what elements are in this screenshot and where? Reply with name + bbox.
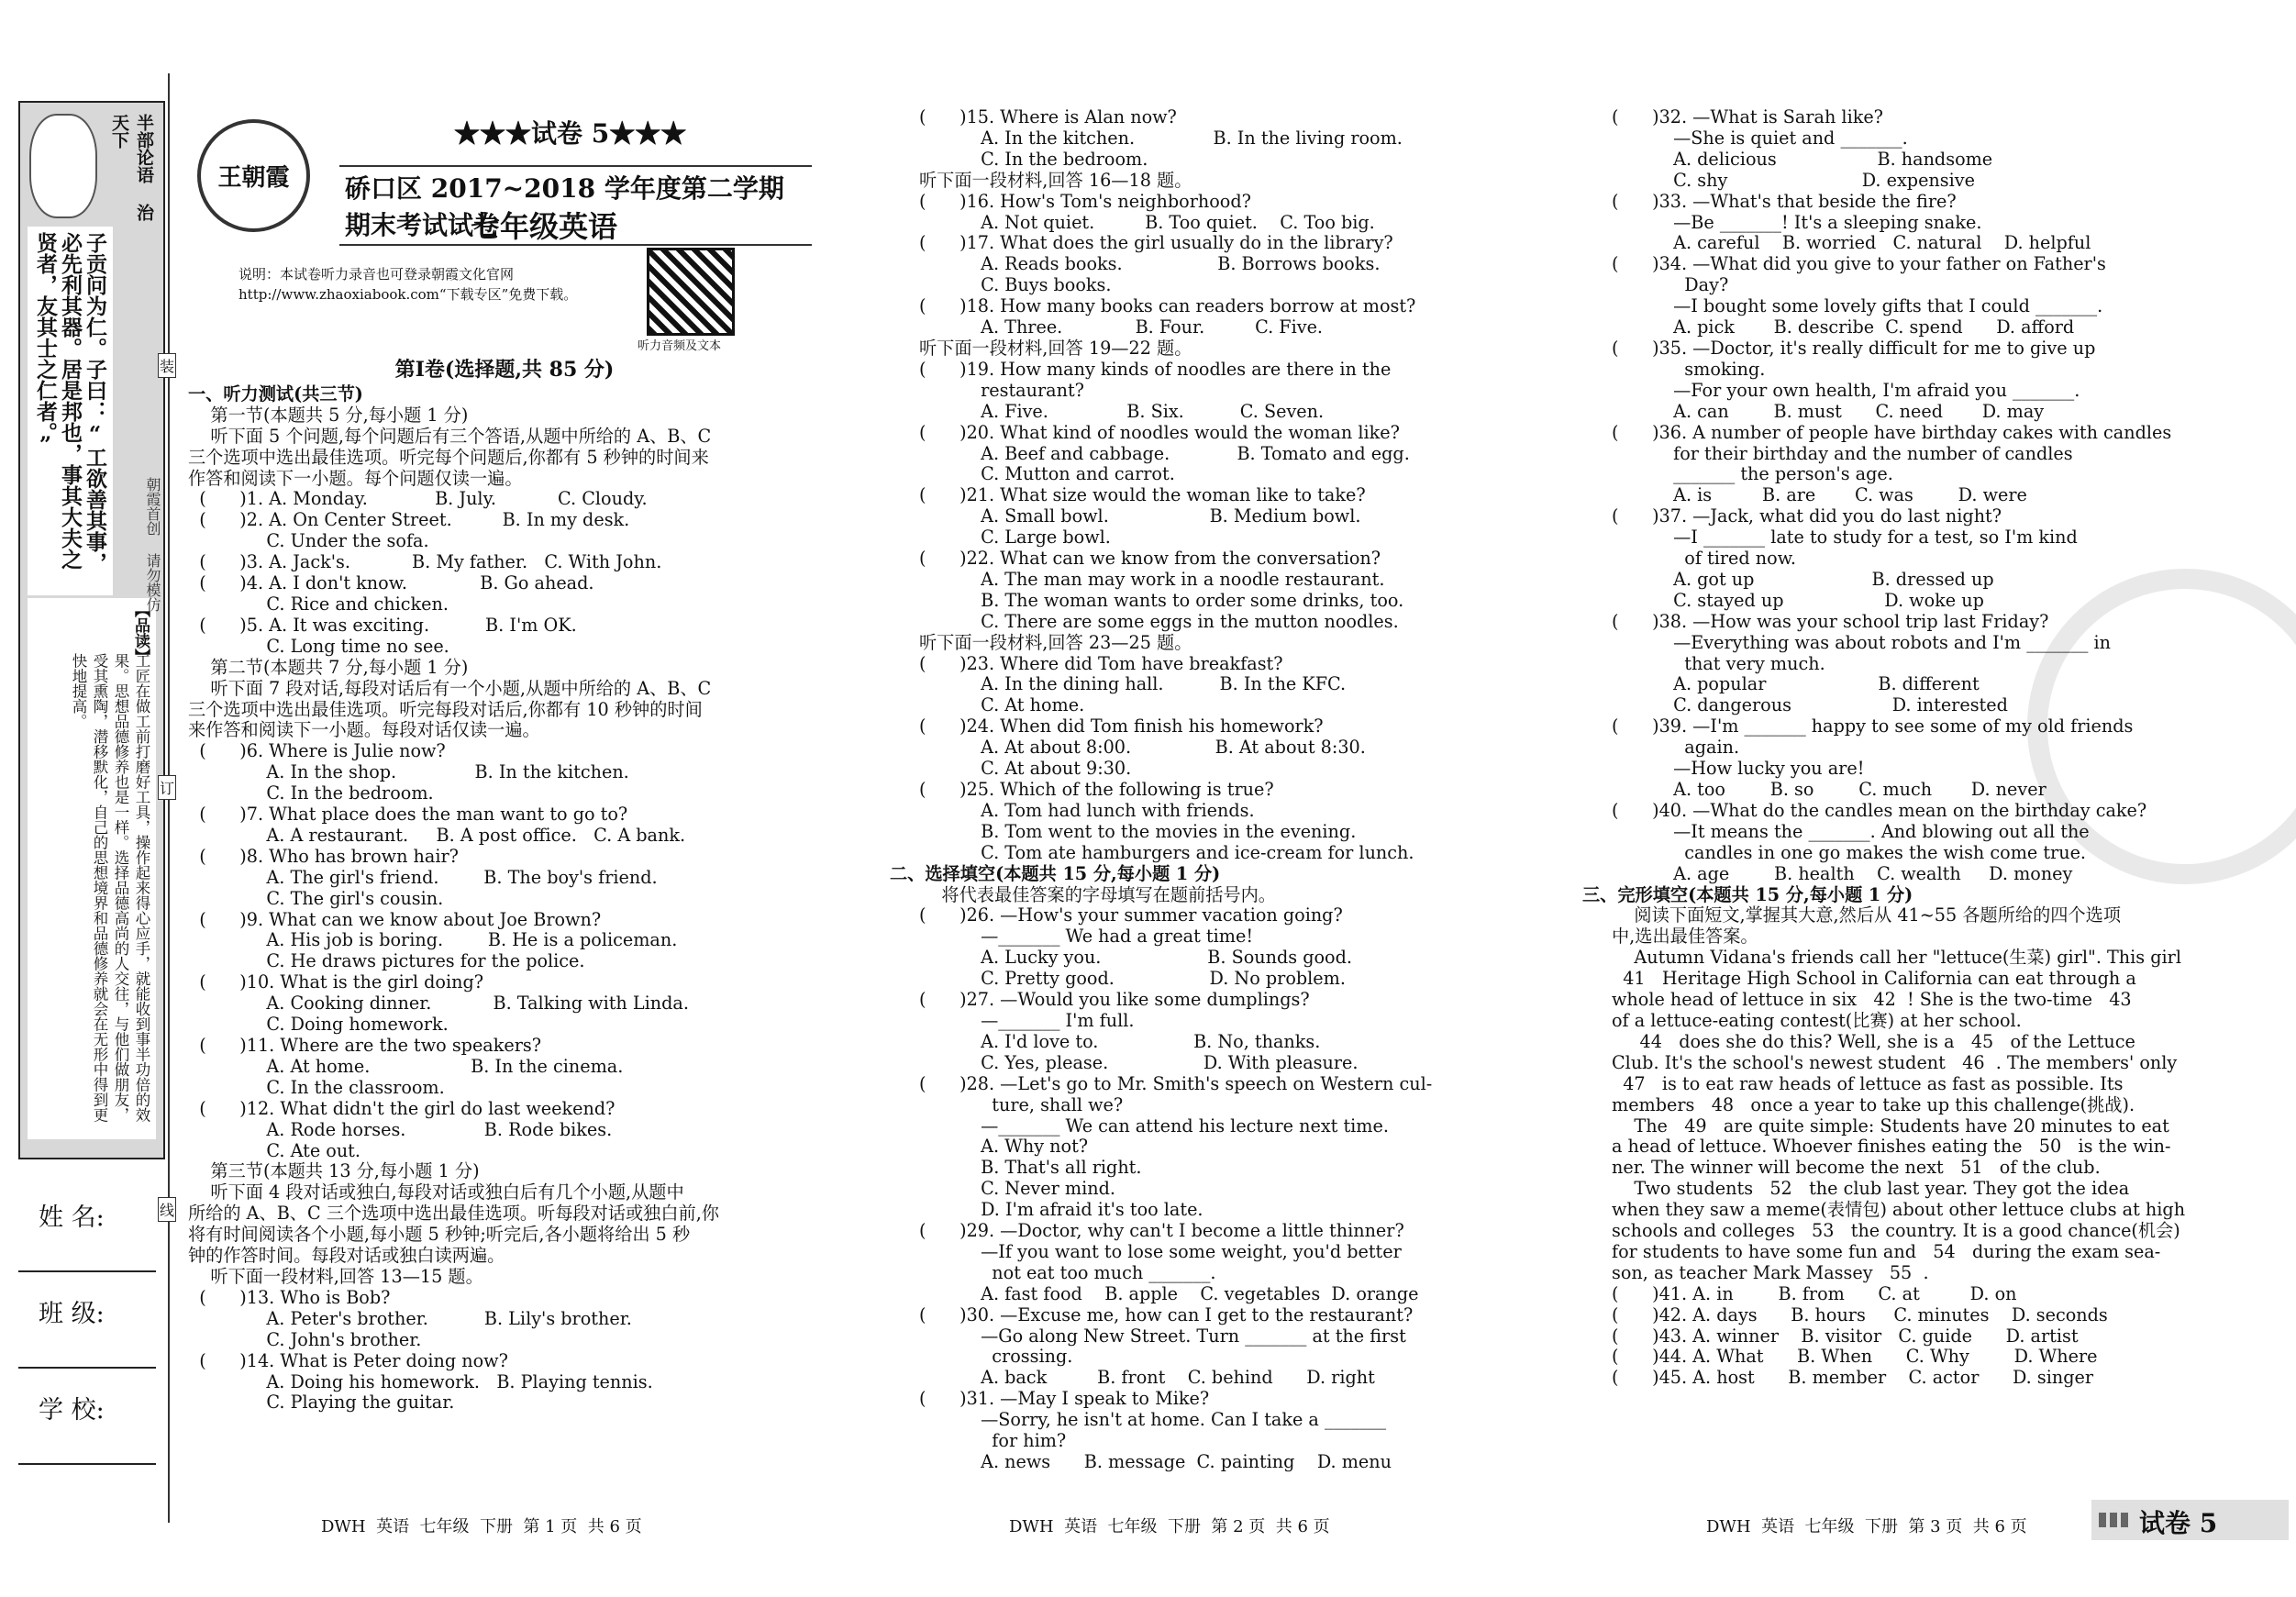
option-line: C. The girl's cousin. bbox=[188, 887, 444, 909]
question-line[interactable]: ( )39. —I'm _______ happy to see some of my old friends bbox=[1612, 715, 2134, 738]
passage-line: whole head of lettuce in six 42 ! She is the two-time 43 bbox=[1612, 989, 2143, 1011]
option-line: A. fast food B. apple C. vegetables D. orange bbox=[919, 1282, 1419, 1304]
option-line: C. Playing the guitar. bbox=[188, 1392, 455, 1414]
option-line: A. At about 8:00. B. At about 8:30. bbox=[919, 737, 1366, 759]
option-line: —If you want to lose some weight, you'd better bbox=[919, 1240, 1402, 1262]
question-line[interactable]: ( )32. —What is Sarah like? bbox=[1612, 106, 1883, 128]
option-line: A. too B. so C. much D. never bbox=[1612, 779, 2046, 800]
question-line[interactable]: ( )30. —Excuse me, how can I get to the restaurant? bbox=[919, 1303, 1414, 1325]
option-line: A. got up B. dressed up bbox=[1612, 568, 1994, 590]
option-line: A. can B. must C. need D. may bbox=[1612, 400, 2045, 422]
line: 第二节(本题共 7 分,每小题 1 分) bbox=[188, 656, 469, 678]
subject-title: 七年级英语 bbox=[471, 209, 618, 244]
line: 三个选项中选出最佳选项。听完每个问题后,你都有 5 秒钟的时间来 bbox=[188, 446, 709, 468]
option-line: C. Yes, please. D. With pleasure. bbox=[919, 1051, 1359, 1073]
option-line: A. The man may work in a noodle restaurant. bbox=[919, 568, 1385, 590]
exam-note: 说明：本试卷听力录音也可登录朝霞文化官网 http://www.zhaoxiabook.com“下载专区”免费下载。 bbox=[238, 266, 578, 303]
passage-line: 41 Heritage High School in California can eat through a bbox=[1612, 968, 2136, 990]
question-line[interactable]: ( )29. —Doctor, why can't I become a little thinner? bbox=[919, 1220, 1404, 1242]
question-line[interactable]: ( )12. What didn't the girl do last weekend? bbox=[188, 1097, 616, 1119]
name-label: 姓 名: bbox=[39, 1203, 105, 1232]
seal-mark-1: 装 bbox=[158, 353, 176, 378]
option-line: A. delicious B. handsome bbox=[1612, 148, 1993, 170]
option-line: A. Cooking dinner. B. Talking with Linda. bbox=[188, 993, 689, 1015]
line: 一、听力测试(共三节) bbox=[188, 383, 363, 405]
question-line[interactable]: ( )43. A. winner B. visitor C. guide D. artist bbox=[1612, 1325, 2079, 1347]
question-line[interactable]: ( )42. A. days B. hours C. minutes D. seconds bbox=[1612, 1303, 2108, 1325]
option-line: C. Tom ate hamburgers and ice-cream for lunch. bbox=[919, 841, 1414, 863]
option-line: A. is B. are C. was D. were bbox=[1612, 484, 2027, 506]
passage-line: Two students 52 the club last year. They got the idea bbox=[1612, 1178, 2130, 1200]
option-line: A. Peter's brother. B. Lily's brother. bbox=[188, 1307, 632, 1329]
question-line[interactable]: ( )14. What is Peter doing now? bbox=[188, 1349, 508, 1371]
option-line: A. Reads books. B. Borrows books. bbox=[919, 253, 1381, 275]
option-line: smoking. bbox=[1612, 358, 1766, 380]
passage-line: when they saw a meme(表情包) about other lettuce clubs at high bbox=[1612, 1199, 2186, 1221]
qr-caption: 听力音频及文本 bbox=[638, 339, 722, 353]
option-line: —_______ We had a great time! bbox=[919, 926, 1254, 948]
passage-line: a head of lettuce. Whoever finishes eating the 50 is the win- bbox=[1612, 1136, 2171, 1158]
line: 来作答和阅读下一小题。每段对话仅读一遍。 bbox=[188, 719, 540, 741]
name-field[interactable] bbox=[18, 1270, 156, 1272]
option-line: —_______ I'm full. bbox=[919, 1009, 1135, 1031]
option-line: A. His job is boring. B. He is a policeman. bbox=[188, 929, 678, 951]
question-line[interactable]: ( )16. How's Tom's neighborhood? bbox=[919, 190, 1251, 212]
option-line: —For your own health, I'm afraid you _______. bbox=[1612, 379, 2080, 401]
paper-badge bbox=[2091, 1500, 2289, 1540]
option-line: A. The girl's friend. B. The boy's friend. bbox=[188, 866, 658, 888]
seal-mark-2: 订 bbox=[158, 775, 176, 800]
option-line: —Everything was about robots and I'm _______ in bbox=[1612, 631, 2111, 653]
line: 听下面一段材料,回答 19—22 题。 bbox=[919, 337, 1192, 359]
question-line[interactable]: ( )45. A. host B. member C. actor D. singer bbox=[1612, 1367, 2094, 1389]
reading-text: 工匠在做工前打磨好工具，操作起来得心应手，就能收到事半功倍的效果。思想品德修养也是一样。选择品德高尚的人交往，与他们做朋友，受其熏陶，潜移默化，自己的思想境界和品德修养就会在无形中得到更快地提高。 bbox=[70, 653, 150, 1123]
question-line[interactable]: ( )27. —Would you like some dumplings? bbox=[919, 989, 1310, 1011]
question-line[interactable]: ( )37. —Jack, what did you do last night? bbox=[1612, 505, 2002, 527]
option-line: C. Ate out. bbox=[188, 1139, 360, 1161]
option-line: _______ the person's age. bbox=[1612, 463, 1893, 485]
brand-logo: 王朝霞 bbox=[197, 119, 310, 232]
school-field[interactable] bbox=[18, 1463, 156, 1465]
line: 阅读下面短文,掌握其大意,然后从 41~55 各题所给的四个选项 bbox=[1612, 904, 2122, 926]
option-line: C. dangerous D. interested bbox=[1612, 694, 2008, 716]
footer-page-1: DWH 英语 七年级 下册 第 1 页 共 6 页 bbox=[321, 1517, 642, 1536]
option-line: A. Lucky you. B. Sounds good. bbox=[919, 947, 1352, 969]
question-line[interactable]: ( )8. Who has brown hair? bbox=[188, 845, 459, 867]
question-line[interactable]: ( )20. What kind of noodles would the woman like? bbox=[919, 421, 1400, 443]
passage-line: Club. It's the school's newest student 46 . The members' only bbox=[1612, 1051, 2178, 1073]
option-line: C. Buys books. bbox=[919, 274, 1112, 296]
option-line: that very much. bbox=[1612, 652, 1825, 674]
motto-small: 半部论语 治天下 bbox=[109, 114, 154, 221]
question-line[interactable]: ( )35. —Doctor, it's really difficult for me to give up bbox=[1612, 337, 2096, 359]
question-line[interactable]: ( )6. Where is Julie now? bbox=[188, 740, 446, 762]
option-line: A. careful B. worried C. natural D. helpful bbox=[1612, 232, 2091, 254]
class-label: 班 级: bbox=[39, 1300, 105, 1328]
cartoon-figure-icon bbox=[29, 114, 97, 218]
reading-block bbox=[28, 598, 156, 1139]
question-line[interactable]: ( )3. A. Jack's. B. My father. C. With John. bbox=[188, 551, 662, 573]
question-line[interactable]: ( )11. Where are the two speakers? bbox=[188, 1035, 542, 1056]
option-line: A. Five. B. Six. C. Seven. bbox=[919, 400, 1325, 422]
option-line: A. Rode horses. B. Rode bikes. bbox=[188, 1118, 613, 1140]
question-line[interactable]: ( )10. What is the girl doing? bbox=[188, 971, 484, 993]
option-line: crossing. bbox=[919, 1346, 1073, 1368]
question-line[interactable]: ( )1. A. Monday. B. July. C. Cloudy. bbox=[188, 488, 648, 510]
option-line: A. news B. message C. painting D. menu bbox=[919, 1451, 1392, 1472]
option-line: A. In the dining hall. B. In the KFC. bbox=[919, 673, 1347, 695]
sidebar bbox=[18, 101, 163, 1596]
exam-title: 硚口区 2017~2018 学年度第二学期期末考试试卷 bbox=[339, 165, 812, 246]
option-line: —Be _______! It's a sleeping snake. bbox=[1612, 211, 1982, 233]
option-line: —I _______ late to study for a test, so I'm kind bbox=[1612, 527, 2078, 549]
option-line: restaurant? bbox=[919, 379, 1084, 401]
passage-line: son, as teacher Mark Massey 55 . bbox=[1612, 1261, 1929, 1283]
passage-line: schools and colleges 53 the country. It is a good chance(机会) bbox=[1612, 1220, 2180, 1242]
option-line: —How lucky you are! bbox=[1612, 758, 1865, 780]
option-line: A. Three. B. Four. C. Five. bbox=[919, 316, 1324, 338]
question-line[interactable]: ( )4. A. I don't know. B. Go ahead. bbox=[188, 572, 594, 594]
passage-line: 44 does she do this? Well, she is a 45 of the Lettuce bbox=[1612, 1030, 2135, 1052]
badge-squares-icon bbox=[2099, 1513, 2132, 1527]
option-line: C. He draws pictures for the police. bbox=[188, 950, 585, 972]
question-line[interactable]: ( )2. A. On Center Street. B. In my desk. bbox=[188, 509, 630, 531]
option-line: C. shy D. expensive bbox=[1612, 169, 1975, 191]
option-line: A. Beef and cabbage. B. Tomato and egg. bbox=[919, 442, 1410, 464]
question-line[interactable]: ( )38. —How was your school trip last Friday? bbox=[1612, 610, 2049, 632]
school-label: 学 校: bbox=[39, 1396, 105, 1425]
option-line: A. Doing his homework. B. Playing tennis. bbox=[188, 1370, 653, 1392]
line: 三个选项中选出最佳选项。听完每段对话后,你都有 10 秒钟的时间 bbox=[188, 698, 703, 720]
question-line[interactable]: ( )7. What place does the man want to go to? bbox=[188, 804, 628, 826]
passage-line: ner. The winner will become the next 51 of the club. bbox=[1612, 1157, 2101, 1179]
option-line: —It means the _______. And blowing out all the bbox=[1612, 820, 2090, 842]
question-line[interactable]: ( )44. A. What B. When C. Why D. Where bbox=[1612, 1346, 2098, 1368]
line: 作答和阅读下一小题。每个问题仅读一遍。 bbox=[188, 467, 523, 489]
exam-header bbox=[179, 101, 812, 367]
question-line[interactable]: ( )40. —What do the candles mean on the birthday cake? bbox=[1612, 799, 2147, 821]
option-line: C. In the classroom. bbox=[188, 1076, 445, 1098]
option-line: not eat too much _______. bbox=[919, 1261, 1216, 1283]
question-line[interactable]: ( )25. Which of the following is true? bbox=[919, 779, 1274, 800]
option-line: —_______ We can attend his lecture next time. bbox=[919, 1115, 1389, 1137]
line: 钟的作答时间。每段对话或独白读两遍。 bbox=[188, 1245, 505, 1267]
line: 将有时间阅读各个小题,每小题 5 秒钟;听完后,各小题将给出 5 秒 bbox=[188, 1224, 691, 1246]
line: 听下面一段材料,回答 16—18 题。 bbox=[919, 169, 1192, 191]
option-line: C. Never mind. bbox=[919, 1178, 1115, 1200]
line: 听下面 5 个问题,每个问题后有三个答语,从题中所给的 A、B、C bbox=[188, 425, 712, 447]
class-field[interactable] bbox=[18, 1367, 156, 1369]
line: 所给的 A、B、C 三个选项中选出最佳选项。听每段对话或独白前,你 bbox=[188, 1203, 719, 1225]
copyright-note: 朝霞首创 请勿模仿 bbox=[144, 477, 161, 612]
question-line[interactable]: ( )21. What size would the woman like to take? bbox=[919, 484, 1366, 506]
option-line: A. In the shop. B. In the kitchen. bbox=[188, 761, 629, 783]
footer-page-3: DWH 英语 七年级 下册 第 3 页 共 6 页 bbox=[1706, 1517, 2027, 1536]
option-line: A. Why not? bbox=[919, 1136, 1089, 1158]
question-line[interactable]: ( )22. What can we know from the conversation? bbox=[919, 548, 1381, 570]
option-line: A. Not quiet. B. Too quiet. C. Too big. bbox=[919, 211, 1375, 233]
question-line[interactable]: ( )18. How many books can readers borrow at most? bbox=[919, 295, 1416, 317]
passage-line: ( )41. A. in B. from C. at D. on bbox=[1612, 1282, 2017, 1304]
line: 听下面 4 段对话或独白,每段对话或独白后有几个小题,从题中 bbox=[188, 1181, 684, 1203]
line: 听下面 7 段对话,每段对话后有一个小题,从题中所给的 A、B、C bbox=[188, 677, 712, 699]
option-line: A. Small bowl. B. Medium bowl. bbox=[919, 505, 1361, 527]
option-line: A. I'd love to. B. No, thanks. bbox=[919, 1030, 1321, 1052]
paper-number: ★★★试卷 5★★★ bbox=[454, 118, 687, 149]
quote-text: 子贡问为仁。子曰：“工欲善其事，必先利其器。居是邦也，事其大夫之贤者，友其士之仁者。” bbox=[28, 227, 113, 595]
line: 听下面一段材料,回答 23—25 题。 bbox=[919, 631, 1192, 653]
option-line: D. I'm afraid it's too late. bbox=[919, 1199, 1203, 1221]
question-line[interactable]: ( )36. A number of people have birthday cakes with candles bbox=[1612, 421, 2172, 443]
question-line[interactable]: ( )17. What does the girl usually do in the library? bbox=[919, 232, 1393, 254]
option-line: A. A restaurant. B. A post office. C. A bank. bbox=[188, 824, 686, 846]
option-line: C. Under the sofa. bbox=[188, 530, 429, 552]
option-line: for him? bbox=[919, 1430, 1067, 1452]
question-line[interactable]: ( )19. How many kinds of noodles are there in the bbox=[919, 358, 1392, 380]
section-heading: 三、完形填空(本题共 15 分,每小题 1 分) bbox=[1582, 883, 1913, 905]
option-line: B. The woman wants to order some drinks, too. bbox=[919, 589, 1404, 611]
option-line: —I bought some lovely gifts that I could _______. bbox=[1612, 295, 2103, 317]
option-line: —Sorry, he isn't at home. Can I take a _______ bbox=[919, 1409, 1387, 1431]
question-line[interactable]: ( )13. Who is Bob? bbox=[188, 1286, 391, 1308]
option-line: C. Mutton and carrot. bbox=[919, 463, 1175, 485]
question-line[interactable]: ( )31. —May I speak to Mike? bbox=[919, 1388, 1210, 1410]
column-1 bbox=[188, 360, 821, 1414]
option-line: C. Long time no see. bbox=[188, 635, 449, 657]
passage-line: of a lettuce-eating contest(比赛) at her school. bbox=[1612, 1009, 2022, 1031]
option-line: C. There are some eggs in the mutton noodles. bbox=[919, 610, 1399, 632]
question-line[interactable]: ( )24. When did Tom finish his homework? bbox=[919, 715, 1324, 738]
section-title: 第Ⅰ卷(选择题,共 85 分) bbox=[394, 358, 615, 382]
option-line: A. age B. health C. wealth D. money bbox=[1612, 862, 2073, 884]
passage-line: for students to have some fun and 54 during the exam sea- bbox=[1612, 1240, 2161, 1262]
option-line: again. bbox=[1612, 737, 1740, 759]
option-line: C. Large bowl. bbox=[919, 527, 1111, 549]
seal-mark-3: 线 bbox=[158, 1197, 176, 1222]
reading-title: 【品读】 bbox=[131, 602, 150, 664]
option-line: C. stayed up D. woke up bbox=[1612, 589, 1984, 611]
question-line[interactable]: ( )33. —What's that beside the fire? bbox=[1612, 190, 1957, 212]
option-line: C. In the bedroom. bbox=[919, 148, 1148, 170]
option-line: ture, shall we? bbox=[919, 1093, 1124, 1115]
line: 第三节(本题共 13 分,每小题 1 分) bbox=[188, 1160, 480, 1182]
option-line: A. At home. B. In the cinema. bbox=[188, 1055, 624, 1077]
option-line: of tired now. bbox=[1612, 548, 1796, 570]
option-line: —Go along New Street. Turn _______ at the first bbox=[919, 1325, 1406, 1347]
passage-line: 47 is to eat raw heads of lettuce as fast as possible. Its bbox=[1612, 1072, 2124, 1094]
line: 第一节(本题共 5 分,每小题 1 分) bbox=[188, 404, 469, 426]
passage-line: members 48 once a year to take up this challenge(挑战). bbox=[1612, 1093, 2135, 1115]
footer-page-2: DWH 英语 七年级 下册 第 2 页 共 6 页 bbox=[1009, 1517, 1330, 1536]
column-3 bbox=[1582, 106, 2235, 1389]
question-line[interactable]: ( )34. —What did you give to your father on Father's bbox=[1612, 253, 2106, 275]
option-line: —She is quiet and _______. bbox=[1612, 127, 1908, 149]
badge-text: 试卷 5 bbox=[2139, 1508, 2218, 1538]
option-line: A. pick B. describe C. spend D. afford bbox=[1612, 316, 2075, 338]
option-line: for their birthday and the number of candles bbox=[1612, 442, 2073, 464]
question-line[interactable]: ( )26. —How's your summer vacation going? bbox=[919, 904, 1343, 926]
question-line[interactable]: ( )5. A. It was exciting. B. I'm OK. bbox=[188, 614, 577, 636]
option-line: B. That's all right. bbox=[919, 1157, 1142, 1179]
option-line: A. In the kitchen. B. In the living room. bbox=[919, 127, 1403, 149]
column-2 bbox=[890, 106, 1525, 1473]
question-line[interactable]: ( )9. What can we know about Joe Brown? bbox=[188, 908, 602, 930]
qr-code[interactable] bbox=[647, 248, 735, 336]
option-line: A. Tom had lunch with friends. bbox=[919, 799, 1255, 821]
option-line: C. Doing homework. bbox=[188, 1014, 449, 1036]
option-line: C. In the bedroom. bbox=[188, 782, 434, 804]
option-line: candles in one go makes the wish come true. bbox=[1612, 841, 2087, 863]
option-line: C. At about 9:30. bbox=[919, 758, 1132, 780]
question-line[interactable]: ( )23. Where did Tom have breakfast? bbox=[919, 652, 1283, 674]
option-line: B. Tom went to the movies in the evening. bbox=[919, 820, 1357, 842]
line: 听下面一段材料,回答 13—15 题。 bbox=[188, 1265, 483, 1287]
option-line: C. John's brother. bbox=[188, 1328, 422, 1350]
line: 将代表最佳答案的字母填写在题前括号内。 bbox=[919, 883, 1276, 905]
option-line: A. popular B. different bbox=[1612, 673, 1980, 695]
question-line[interactable]: ( )28. —Let's go to Mr. Smith's speech on Western cul- bbox=[919, 1072, 1433, 1094]
option-line: C. Rice and chicken. bbox=[188, 593, 449, 615]
option-line: C. Pretty good. D. No problem. bbox=[919, 968, 1346, 990]
passage-line: Autumn Vidana's friends call her "lettuce(生菜) girl". This girl bbox=[1612, 947, 2181, 969]
passage-line: The 49 are quite simple: Students have 20 minutes to eat bbox=[1612, 1115, 2169, 1137]
line: 中,选出最佳答案。 bbox=[1612, 926, 1758, 948]
section-heading: 二、选择填空(本题共 15 分,每小题 1 分) bbox=[890, 862, 1221, 884]
question-line[interactable]: ( )15. Where is Alan now? bbox=[919, 106, 1177, 128]
option-line: Day? bbox=[1612, 274, 1729, 296]
option-line: A. back B. front C. behind D. right bbox=[919, 1367, 1375, 1389]
option-line: C. At home. bbox=[919, 694, 1085, 716]
